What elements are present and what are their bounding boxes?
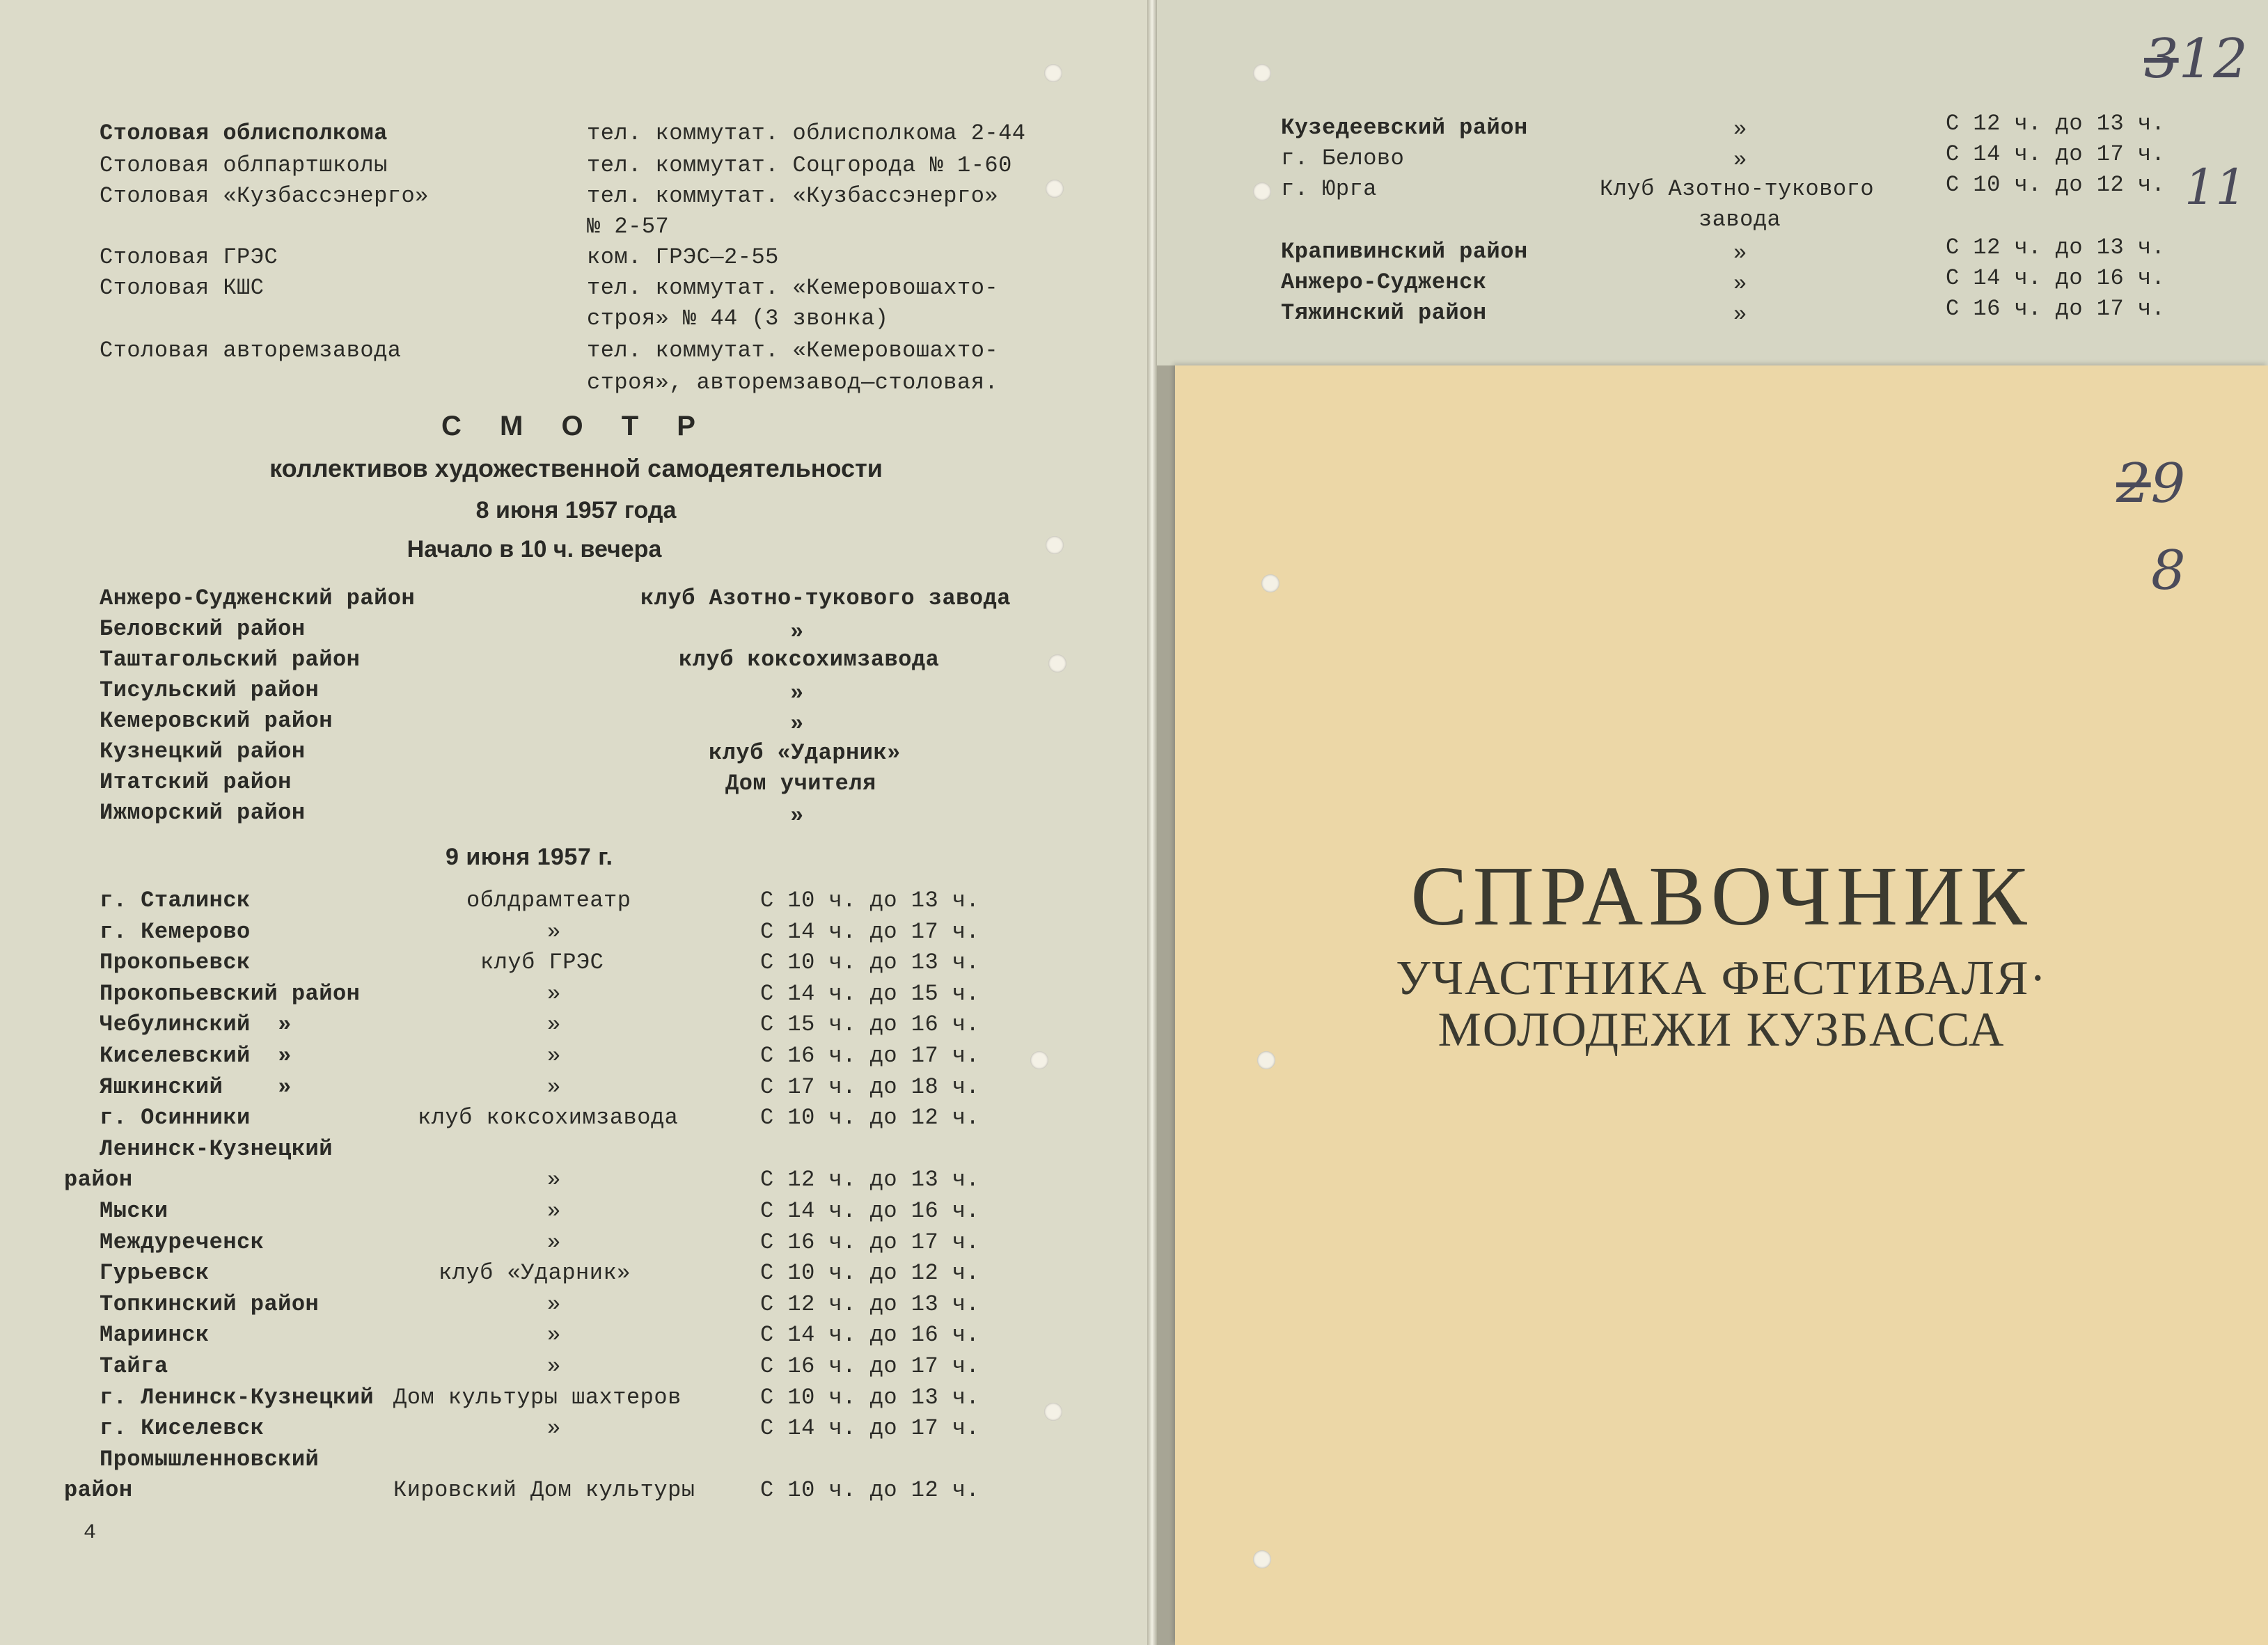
right-district: Крапивинский район — [1281, 239, 1528, 265]
june9-district: Ленинск-Кузнецкий — [100, 1136, 333, 1162]
punch-hole — [1030, 1051, 1048, 1069]
june9-time: С 14 ч. до 15 ч. — [760, 981, 980, 1007]
handwritten-side-mark: 11 — [2184, 159, 2247, 216]
canteen-phone: № 2-57 — [587, 214, 670, 239]
june9-venue: клуб коксохимзавода — [418, 1105, 679, 1131]
canteen-phone: тел. коммутат. «Кемеровошахто- — [587, 338, 999, 363]
right-venue: Клуб Азотно-тукового — [1600, 176, 1875, 202]
punch-hole — [1253, 182, 1271, 200]
june9-time: С 14 ч. до 16 ч. — [760, 1322, 980, 1348]
june9-district: г. Сталинск — [100, 888, 251, 913]
june9-venue: » — [547, 1043, 561, 1069]
right-venue: » — [1733, 147, 1747, 173]
june8-venue: » — [790, 711, 804, 737]
right-time: С 12 ч. до 13 ч. — [1946, 235, 2166, 260]
review-date: 8 июня 1957 года — [475, 497, 677, 524]
june8-district: Беловский район — [100, 616, 306, 642]
review-title: С М О Т Р — [441, 411, 711, 441]
june9-venue: » — [547, 1415, 561, 1441]
june9-district: г. Ленинск-Кузнецкий — [100, 1385, 375, 1410]
june8-venue: клуб коксохимзавода — [679, 647, 940, 672]
june8-district: Анжеро-Судженский район — [100, 585, 416, 611]
june9-district: район — [64, 1477, 133, 1503]
june9-district: Топкинский район — [100, 1291, 320, 1317]
canteen-phone: тел. коммутат. Соцгорода № 1-60 — [587, 152, 1012, 178]
june9-time: С 16 ч. до 17 ч. — [760, 1353, 980, 1379]
june9-time: С 16 ч. до 17 ч. — [760, 1229, 980, 1255]
punch-hole — [1253, 64, 1271, 82]
june9-time: С 10 ч. до 12 ч. — [760, 1477, 980, 1503]
june9-district: Тайга — [100, 1353, 168, 1379]
right-district: Анжеро-Судженск — [1281, 269, 1487, 295]
june9-time: С 10 ч. до 12 ч. — [760, 1105, 980, 1131]
punch-hole — [1044, 64, 1062, 82]
canteen-phone: тел. коммутат. «Кузбассэнерго» — [587, 183, 999, 209]
handwritten-cover-folio — [2116, 452, 2185, 515]
june9-time: С 12 ч. до 13 ч. — [760, 1291, 980, 1317]
right-venue: » — [1733, 116, 1747, 142]
right-venue: » — [1733, 301, 1747, 327]
june8-venue: клуб Азотно-тукового завода — [640, 585, 1011, 611]
june9-time: С 10 ч. до 13 ч. — [760, 888, 980, 913]
june9-venue: » — [547, 1167, 561, 1193]
june9-time: С 14 ч. до 17 ч. — [760, 1415, 980, 1441]
june8-district: Таштагольский район — [100, 647, 361, 672]
right-district: Кузедеевский район — [1281, 115, 1528, 141]
june8-venue: » — [790, 680, 804, 706]
june9-time: С 14 ч. до 17 ч. — [760, 919, 980, 945]
june9-district: г. Кемерово — [100, 919, 251, 945]
right-time: С 10 ч. до 12 ч. — [1946, 172, 2166, 198]
june9-district: Гурьевск — [100, 1260, 210, 1286]
canteen-name: Столовая «Кузбассэнерго» — [100, 183, 429, 209]
june9-district: Промышленновский — [100, 1447, 320, 1472]
june9-district: Чебулинский » — [100, 1012, 292, 1037]
june9-venue: » — [547, 1012, 561, 1037]
canteen-name: Столовая облисполкома — [100, 120, 388, 146]
review-start-time: Начало в 10 ч. вечера — [407, 536, 662, 562]
june9-district: г. Осинники — [100, 1105, 251, 1131]
june8-venue: Дом учителя — [725, 771, 876, 796]
june9-district: район — [64, 1167, 133, 1193]
punch-hole — [1253, 1550, 1271, 1568]
canteen-phone: тел. коммутат. «Кемеровошахто- — [587, 275, 999, 301]
canteen-name: Столовая ГРЭС — [100, 244, 278, 270]
right-district: Тяжинский район — [1281, 300, 1487, 326]
right-time: С 14 ч. до 17 ч. — [1946, 141, 2166, 167]
page-number: 4 — [84, 1521, 97, 1545]
june9-venue: » — [547, 981, 561, 1007]
june9-time: С 14 ч. до 16 ч. — [760, 1198, 980, 1224]
june9-time: С 10 ч. до 12 ч. — [760, 1260, 980, 1286]
review-subtitle: коллективов художественной самодеятельности — [269, 454, 883, 482]
cover-subtitle-line1: УЧАСТНИКА ФЕСТИВАЛЯ· — [1396, 952, 2047, 1005]
june9-heading: 9 июня 1957 г. — [446, 844, 613, 870]
june9-district: Мариинск — [100, 1322, 210, 1348]
june9-time: С 10 ч. до 13 ч. — [760, 1385, 980, 1410]
june9-venue: » — [547, 1229, 561, 1255]
june9-venue: Кировский Дом культуры — [393, 1477, 695, 1503]
june8-district: Итатский район — [100, 769, 292, 795]
june9-time: С 17 ч. до 18 ч. — [760, 1074, 980, 1100]
june8-venue: клуб «Ударник» — [709, 740, 901, 766]
june9-venue: » — [547, 1322, 561, 1348]
right-time: С 12 ч. до 13 ч. — [1946, 111, 2166, 136]
canteen-phone: тел. коммутат. облисполкома 2-44 — [587, 120, 1026, 146]
right-venue: » — [1733, 240, 1747, 266]
cover-title: СПРАВОЧНИК — [1410, 849, 2033, 943]
june9-district: Междуреченск — [100, 1229, 265, 1255]
punch-hole — [1048, 654, 1066, 672]
june9-venue: » — [547, 1074, 561, 1100]
handwritten-cover-new: 9 — [2150, 452, 2186, 515]
canteen-phone: строя», авторемзавод—столовая. — [587, 370, 999, 395]
june9-district: Прокопьевск — [100, 950, 251, 975]
june9-venue: » — [547, 1198, 561, 1224]
binding-gutter — [1147, 0, 1157, 1645]
june9-district: Яшкинский » — [100, 1074, 292, 1100]
canteen-phone: строя» № 44 (3 звонка) — [587, 306, 889, 331]
canteen-name: Столовая КШС — [100, 275, 265, 301]
punch-hole — [1261, 574, 1279, 592]
right-time: С 16 ч. до 17 ч. — [1946, 296, 2166, 322]
right-venue: завода — [1699, 207, 1781, 233]
june9-venue: » — [547, 1291, 561, 1317]
june9-venue: клуб «Ударник» — [439, 1260, 631, 1286]
june9-time: С 10 ч. до 13 ч. — [760, 950, 980, 975]
june9-venue: облдрамтеатр — [466, 888, 631, 913]
handwritten-new-number: 12 — [2178, 28, 2248, 90]
right-district: г. Юрга — [1281, 176, 1377, 202]
june9-time: С 15 ч. до 16 ч. — [760, 1012, 980, 1037]
june8-district: Тисульский район — [100, 677, 320, 703]
june9-district: Прокопьевский район — [100, 981, 361, 1007]
june9-time: С 12 ч. до 13 ч. — [760, 1167, 980, 1193]
june9-district: г. Киселевск — [100, 1415, 265, 1441]
handwritten-folio — [2144, 28, 2248, 90]
june9-district: Киселевский » — [100, 1043, 292, 1069]
handwritten-cover-mark: 8 — [2151, 540, 2186, 602]
handwritten-cover-struck: 2 — [2116, 452, 2151, 515]
june9-district: Мыски — [100, 1198, 168, 1224]
june8-district: Кемеровский район — [100, 708, 333, 734]
cover-subtitle-line2: МОЛОДЕЖИ КУЗБАССА — [1438, 1003, 2006, 1057]
june8-venue: » — [790, 619, 804, 645]
june8-district: Ижморский район — [100, 800, 306, 826]
june9-venue: клуб ГРЭС — [480, 950, 604, 975]
punch-hole — [1044, 1403, 1062, 1421]
right-time: С 14 ч. до 16 ч. — [1946, 265, 2166, 291]
june9-venue: » — [547, 1353, 561, 1379]
canteen-phone: ком. ГРЭС—2-55 — [587, 244, 779, 270]
handwritten-struck-number: 3 — [2144, 28, 2179, 90]
right-district: г. Белово — [1281, 145, 1405, 171]
june8-district: Кузнецкий район — [100, 739, 306, 764]
right-venue: » — [1733, 271, 1747, 297]
june9-venue: » — [547, 919, 561, 945]
june9-time: С 16 ч. до 17 ч. — [760, 1043, 980, 1069]
canteen-name: Столовая авторемзавода — [100, 338, 402, 363]
punch-hole — [1046, 180, 1064, 198]
canteen-name: Столовая облпартшколы — [100, 152, 388, 178]
june8-venue: » — [790, 803, 804, 828]
june9-venue: Дом культуры шахтеров — [393, 1385, 682, 1410]
